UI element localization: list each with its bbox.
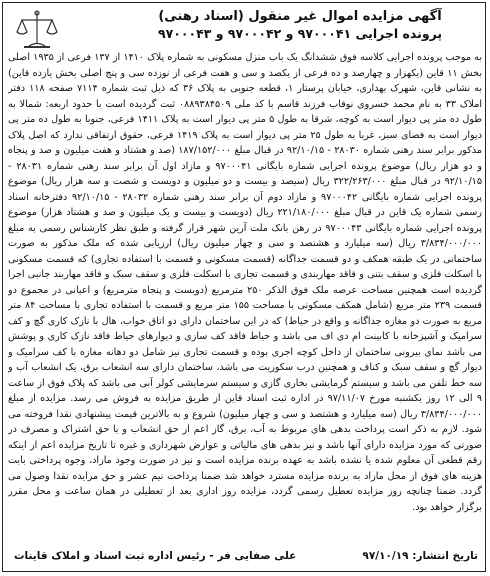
notice-header [120, 8, 480, 42]
notice-title: آگهی مزایده اموال غیر منقول (اسناد رهنی) [158, 9, 442, 24]
judiciary-emblem-icon [14, 8, 60, 52]
notice-body: به موجب پرونده اجرایی کلاسه فوق ششدانگ یک باب منزل مسکونی به شماره پلاک ۱۴۱۰ از ۱۳۷ فرعی از ۱۹۳۵ اصلی بخش ۱۱ قاین (یکهزار و چهارصد و ده فرعی از یکصد و سی و هفت فرعی از نوزده سی و پنج اصلی بخش یازده قاین) به نشانی قاین، شهرک بهداری، خیابان پرستار ۱، قطعه جنوبی به پلاک ۳۶ که ذیل ثبت شماره ۷۱۱۴ صفحه ۱۱۸ دفتر املاک ۳۳ به نام محمد خسروی نوقاب فرزند قاسم با کد ملی ۰۸۸۹۳۸۴۵۰۹ ثبت گردیده است با حدود اربعه: شمالا به طول ده متر پی دیوار است به کوچه، شرقا به طول ۵ متر پی دیوار است به پلاک ۱۴۱۱ فرعی، جنوبا به طول ده متر پی دیوار است به فضای سبز، غربا به طول ۲۵ متر پی دیوار است به پلاک ۱۴۱۹ فرعی، حقوق ارتفاقی ندارد که اصل پلاک مذکور برابر سند رهنی شماره ۲۸۰۳۰ - ۹۲/۱۰/۱۵ در قبال مبلغ ۱۸۷/۱۵۲/۰۰۰ (صد و هشتاد و هفت میلیون و صد و پنجاه و دو هزار ریال) موضوع پرونده اجرایی شماره بایگانی ۹۷۰۰۰۴۱ و مازاد اول آن برابر سند رهنی شماره ۲۸۰۳۱ - ۹۲/۱۰/۱۵ در قبال مبلغ ۳۲۲/۲۶۳/۰۰۰ ریال (سیصد و بیست و دو میلیون و دویست و شصت و سه هزار ریال) موضوع پرونده اجرایی شماره بایگانی ۹۷۰۰۰۴۲ و مازاد دوم آن برابر سند رهنی شماره ۲۸۰۳۲ - ۹۲/۱۰/۱۵ دفترخانه اسناد رسمی شماره یک قاین در قبال مبلغ ۲۲۱/۱۸۰/۰۰۰ ریال (دویست و بیست و یک میلیون و صد و هشتاد هزار) موضوع پرونده اجرایی شماره بایگانی ۹۷۰۰۰۴۳ در رهن بانک ملت آرین شهر قرار گرفته و طبق نظر کارشناس رسمی به مبلغ ۳/۸۳۴/۰۰۰/۰۰۰ ریال (سه میلیارد و هشتصد و سی و چهار میلیون ریال) ارزیابی شده که ملک مذکور به صورت ساختمانی در یک طبقه همکف و دو قسمت جداگانه (قسمت مسکونی و قسمت با استفاده تجاری) که قسمت مسکونی با اسکلت فلزی و سقف بتنی و فاقد مهاربندی و قسمت تجاری با اسکلت فلزی و سقف سبک و فاقد مهاربند جانبی اجرا گردیده است همچنین مساحت عرصه ملک فوق الذکر ۲۵۰ مترمربع (دویست و پنجاه مترمربع) و اعیانی در مجموع دو قسمت ۲۳۹ متر مربع (شامل همکف مسکونی با مساحت ۱۵۵ متر مربع و قسمت با استفاده تجاری با مساحت ۸۴ متر مربع به صورت دو مغازه جداگانه و واقع در حیاط) که در این ساختمان دارای دو اتاق خواب، هال با نازک کاری گچ و کف سرامیک و آشپزخانه با کابینت ام دی اف می باشد و حیاط فاقد کف سازی و دیوارهای حیاط فاقد نازک کاری و پوشش می باشد نمای بیرونی ساختمان از داخل کوچه اجری بوده و قسمت تجاری نیز شامل دو دهانه مغازه با کف سرامیک و دیوار گچ و سقف سبک و کناف و همچنین درب سکوریت می باشد، ساختمان دارای سه انشعاب برق، یک انشعاب آب و سه خط تلفن می باشد و سیستم گرمایشی بخاری گازی و سیستم سرمایشی کولر آبی می باشد که پلاک فوق از ساعت ۹ الی ۱۲ روز یکشنبه مورخ ۹۷/۱۱/۰۷ در اداره ثبت اسناد قاین از طریق مزایده به فروش می رسد. مزایده از مبلغ ۳/۸۳۴/۰۰۰/۰۰۰ ریال (سه میلیارد و هشتصد و سی و چهار میلیون) شروع و به بالاترین قیمت پیشنهادی نقدا فروخته می شود. لازم به ذکر است پرداخت بدهی های مربوط به آب، برق، گاز اعم از حق انشعاب و یا حق اشتراک و مصرف در صورتی که مورد مزایده دارای آنها باشد و نیز بدهی های مالیاتی و عوارض شهرداری و غیره تا تاریخ مزایده اعم از اینکه رقم قطعی آن معلوم شده یا نشده باشد به عهده برنده مزایده است و نیز در صورت وجود مازاد، وجوه پرداختی بابت هزینه های فوق از محل مازاد به برنده مزایده مسترد خواهد شد ضمنا پرداخت نیم عشر و حق مزایده نقدا وصول می گردد. ضمنا چنانچه روز مزایده تعطیل رسمی گردد، مزایده روز اداری بعد از تعطیلی در همان ساعت و محل مقرر برگزار خواهد بود. [8, 52, 482, 513]
signer-line: علی صفایی فر - رئیس اداره ثبت اسناد و املاک قاینات [14, 550, 297, 562]
publish-date: تاریخ انتشار: ۹۷/۱۰/۱۹ [362, 550, 478, 562]
case-number-line: پرونده اجرایی ۹۷۰۰۰۴۱ و ۹۷۰۰۰۴۲ و ۹۷۰۰۰۴۳ [157, 26, 443, 41]
